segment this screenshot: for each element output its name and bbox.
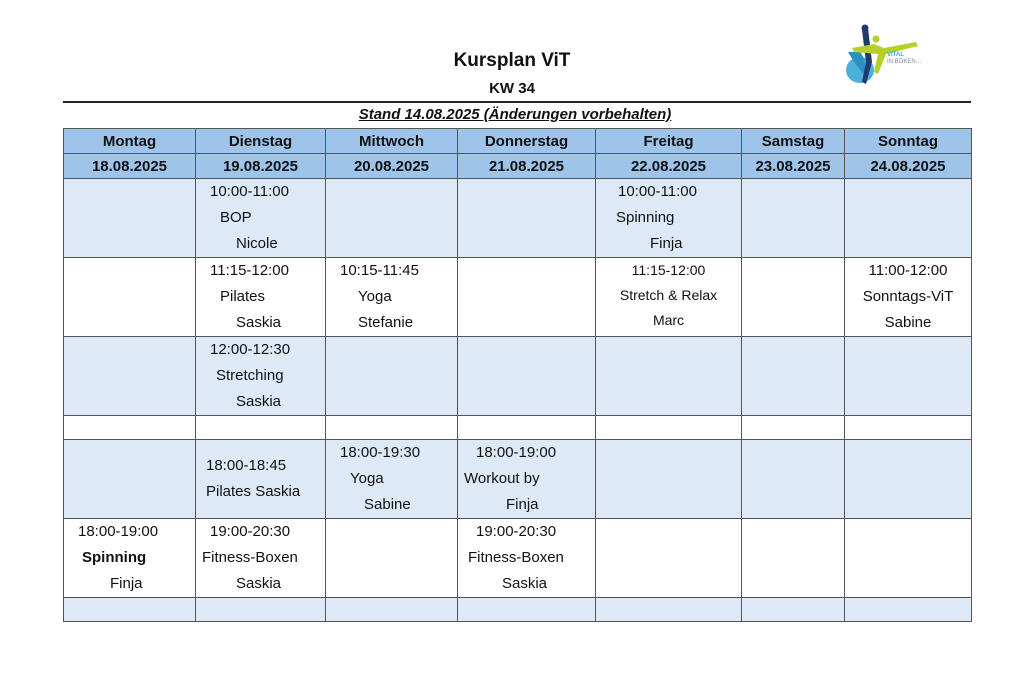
table-row [64,337,972,416]
course-time: 19:00-20:30 [476,523,557,540]
empty-cell [64,337,196,416]
course-time: 11:15-12:00 [631,262,706,278]
course-name: Fitness-Boxen [468,549,564,566]
course-cell [196,258,326,337]
day-header-friday: Freitag [596,129,742,154]
logo-caption-line-1: VITAL [887,52,904,58]
table-row [64,179,972,258]
course-time: 10:00-11:00 [210,183,289,200]
course-cell [196,440,326,519]
table-row [64,519,972,598]
empty-cell [596,598,742,622]
course-cell [326,440,458,519]
course-trainer: Sabine [884,314,932,331]
day-header-tuesday: Dienstag [196,129,326,154]
empty-cell [742,337,845,416]
course-name: Pilates [220,288,266,305]
course-name: Spinning [82,549,147,566]
empty-cell [326,598,458,622]
course-trainer: Saskia [236,575,282,592]
course-cell [596,258,742,337]
course-name: Fitness-Boxen [202,549,298,566]
empty-cell [64,416,196,440]
empty-cell [326,519,458,598]
table-row [64,598,972,622]
course-trainer: Finja [110,575,143,592]
empty-cell [326,179,458,258]
course-trainer: Nicole [236,235,278,252]
empty-cell [596,440,742,519]
course-trainer: Saskia [502,575,548,592]
empty-cell [64,598,196,622]
course-cell [196,337,326,416]
table-row [64,440,972,519]
course-trainer: Finja [506,496,539,513]
date-tuesday: 19.08.2025 [196,154,326,179]
course-cell [196,179,326,258]
day-header-wednesday: Mittwoch [326,129,458,154]
empty-cell [845,337,972,416]
schedule-table [63,128,972,622]
date-friday: 22.08.2025 [596,154,742,179]
course-name: Workout by [464,470,540,487]
course-name: Yoga [358,288,392,305]
course-trainer: Saskia [236,393,282,410]
empty-cell [458,258,596,337]
date-sunday: 24.08.2025 [845,154,972,179]
course-cell [64,519,196,598]
day-header-saturday: Samstag [742,129,845,154]
empty-cell [196,416,326,440]
logo-caption-line-2: IN BÖKEN… [887,59,922,65]
table-row [64,416,972,440]
date-saturday: 23.08.2025 [742,154,845,179]
course-name: BOP [220,209,252,226]
empty-cell [326,416,458,440]
course-cell [458,519,596,598]
empty-cell [64,440,196,519]
course-name: Stretch & Relax [619,287,718,303]
course-cell [326,258,458,337]
page-title: Kursplan ViT [453,50,571,71]
course-trainer: Marc [652,312,685,328]
empty-cell [742,258,845,337]
course-name: Spinning [616,209,675,226]
course-trainer: Saskia [236,314,282,331]
empty-cell [596,519,742,598]
empty-cell [845,598,972,622]
course-time: 18:00-19:00 [476,444,557,461]
course-cell [845,258,972,337]
course-trainer: Finja [650,235,683,252]
date-wednesday: 20.08.2025 [326,154,458,179]
course-name: Yoga [350,470,384,487]
empty-cell [64,179,196,258]
date-monday: 18.08.2025 [64,154,196,179]
empty-cell [742,440,845,519]
empty-cell [845,519,972,598]
header-divider [63,101,971,103]
course-time: 11:00-12:00 [868,262,948,279]
table-row [64,258,972,337]
empty-cell [596,337,742,416]
course-time: 18:00-19:30 [340,444,421,461]
course-trainer: Sabine [364,496,411,513]
day-header-monday: Montag [64,129,196,154]
course-time: 12:00-12:30 [210,341,291,358]
empty-cell [326,337,458,416]
empty-cell [64,258,196,337]
empty-cell [742,598,845,622]
course-time: 10:00-11:00 [618,183,697,200]
empty-cell [458,337,596,416]
empty-cell [458,416,596,440]
empty-cell [742,519,845,598]
empty-cell [742,179,845,258]
course-trainer: Stefanie [358,314,414,331]
course-time: 18:00-19:00 [78,523,159,540]
empty-cell [845,440,972,519]
stand-note: Stand 14.08.2025 (Änderungen vorbehalten) [358,106,672,123]
course-time: 11:15-12:00 [210,262,289,279]
course-time: 10:15-11:45 [340,262,419,279]
course-name: Stretching [216,367,284,384]
course-time: 19:00-20:30 [210,523,291,540]
logo-caption [887,52,922,66]
course-cell [458,440,596,519]
empty-cell [458,179,596,258]
course-time: 18:00-18:45 [206,457,287,474]
empty-cell [596,416,742,440]
course-name: Sonntags-ViT [862,288,954,305]
empty-cell [845,416,972,440]
date-thursday: 21.08.2025 [458,154,596,179]
day-header-thursday: Donnerstag [458,129,596,154]
empty-cell [845,179,972,258]
week-label: KW 34 [489,80,535,97]
empty-cell [742,416,845,440]
empty-cell [196,598,326,622]
empty-cell [458,598,596,622]
course-cell [596,179,742,258]
course-name: Pilates Saskia [206,483,301,500]
day-header-row [64,129,972,154]
date-header-row [64,154,972,179]
course-cell [196,519,326,598]
day-header-sunday: Sonntag [845,129,972,154]
